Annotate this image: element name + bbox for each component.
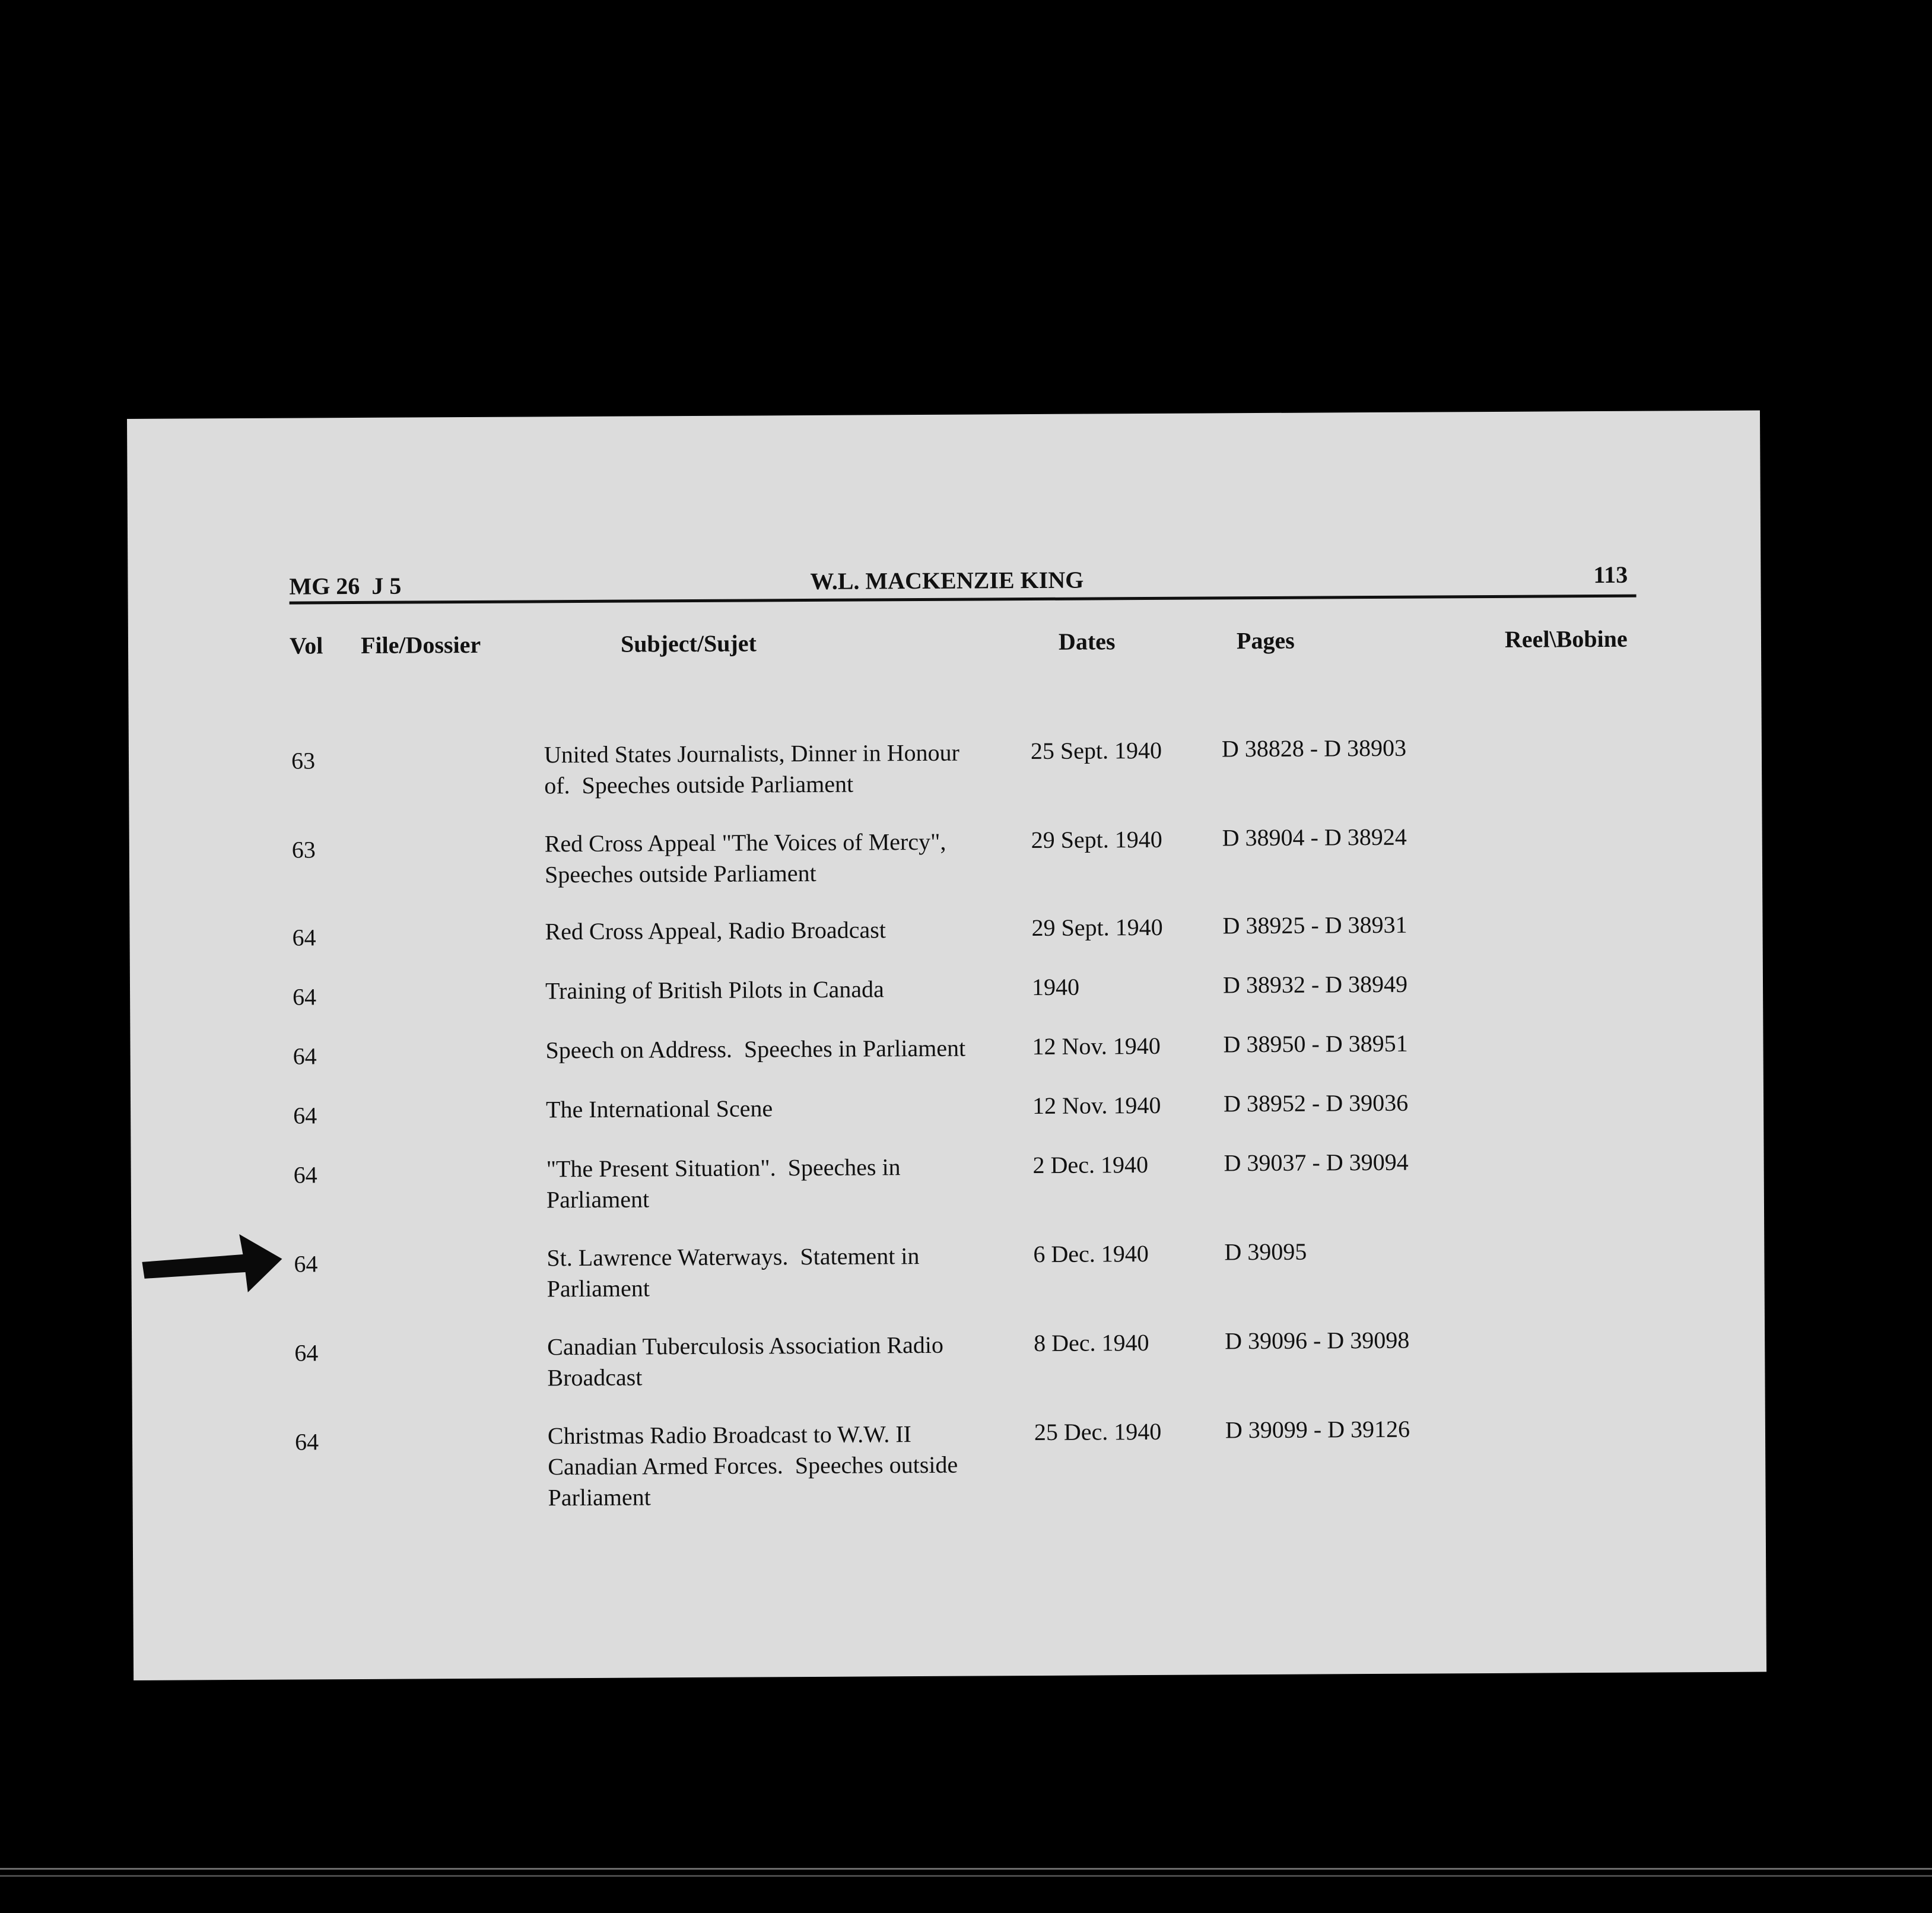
row-pages: D 39037 - D 39094 bbox=[1224, 1148, 1409, 1177]
row-pages: D 38932 - D 38949 bbox=[1222, 970, 1408, 999]
document-page bbox=[127, 411, 1766, 1680]
row-subject-line: Red Cross Appeal, Radio Broadcast bbox=[545, 916, 886, 945]
row-vol: 64 bbox=[292, 924, 316, 951]
column-header-subject: Subject/Sujet bbox=[620, 630, 757, 657]
row-subject-line: Training of British Pilots in Canada bbox=[545, 975, 884, 1005]
arrow-right-icon bbox=[142, 1234, 285, 1294]
row-vol: 64 bbox=[294, 1428, 319, 1456]
row-date: 6 Dec. 1940 bbox=[1033, 1240, 1149, 1268]
film-edge-line bbox=[0, 1868, 1932, 1870]
row-vol: 63 bbox=[291, 747, 316, 774]
row-vol: 64 bbox=[293, 1161, 317, 1189]
row-vol: 64 bbox=[293, 1102, 317, 1129]
row-subject-line: Parliament bbox=[546, 1186, 650, 1213]
row-subject-line: Parliament bbox=[548, 1483, 651, 1511]
row-pages: D 38950 - D 38951 bbox=[1223, 1029, 1408, 1058]
row-date: 1940 bbox=[1031, 973, 1080, 1001]
column-header-reel: Reel\Bobine bbox=[1504, 625, 1628, 653]
row-pages: D 38952 - D 39036 bbox=[1223, 1089, 1409, 1117]
column-header-dates: Dates bbox=[1058, 628, 1116, 655]
row-subject-line: The International Scene bbox=[545, 1095, 773, 1123]
row-subject-line: Speeches outside Parliament bbox=[544, 859, 816, 888]
film-edge-line bbox=[0, 1875, 1932, 1877]
row-pages: D 39095 bbox=[1224, 1238, 1307, 1266]
row-pages: D 38828 - D 38903 bbox=[1221, 734, 1407, 762]
row-subject-line: St. Lawrence Waterways. Statement in bbox=[546, 1243, 920, 1272]
document-title: W.L. MACKENZIE KING bbox=[810, 566, 1084, 595]
row-date: 25 Dec. 1940 bbox=[1034, 1418, 1162, 1446]
row-subject-line: of. Speeches outside Parliament bbox=[544, 770, 854, 799]
row-vol: 64 bbox=[294, 1250, 318, 1278]
row-date: 29 Sept. 1940 bbox=[1031, 825, 1162, 854]
row-subject-line: Canadian Armed Forces. Speeches outside bbox=[548, 1451, 958, 1480]
column-header-pages: Pages bbox=[1236, 627, 1295, 654]
row-vol: 64 bbox=[294, 1339, 319, 1367]
row-vol: 63 bbox=[291, 836, 316, 863]
row-subject-line: Broadcast bbox=[547, 1364, 643, 1391]
page-number: 113 bbox=[1593, 561, 1628, 589]
row-date: 12 Nov. 1940 bbox=[1032, 1032, 1161, 1060]
row-subject-line: Parliament bbox=[546, 1275, 650, 1302]
row-subject-line: Canadian Tuberculosis Association Radio bbox=[547, 1331, 944, 1361]
row-vol: 64 bbox=[293, 1043, 317, 1070]
row-pages: D 38904 - D 38924 bbox=[1222, 823, 1407, 851]
row-date: 25 Sept. 1940 bbox=[1030, 736, 1162, 765]
row-subject-line: Christmas Radio Broadcast to W.W. II bbox=[547, 1421, 912, 1450]
row-vol: 64 bbox=[292, 983, 317, 1010]
row-pages: D 39099 - D 39126 bbox=[1225, 1415, 1410, 1444]
row-date: 12 Nov. 1940 bbox=[1032, 1091, 1161, 1120]
row-subject-line: Red Cross Appeal "The Voices of Mercy", bbox=[544, 828, 946, 857]
row-pages: D 39096 - D 39098 bbox=[1225, 1326, 1410, 1355]
row-subject-line: United States Journalists, Dinner in Honour bbox=[544, 739, 960, 768]
row-subject-line: "The Present Situation". Speeches in bbox=[546, 1153, 901, 1183]
row-subject-line: Speech on Address. Speeches in Parliament bbox=[545, 1034, 966, 1064]
row-date: 29 Sept. 1940 bbox=[1031, 913, 1163, 942]
row-date: 8 Dec. 1940 bbox=[1034, 1329, 1149, 1357]
column-header-vol: Vol bbox=[289, 632, 323, 659]
row-pages: D 38925 - D 38931 bbox=[1222, 911, 1407, 939]
row-date: 2 Dec. 1940 bbox=[1032, 1151, 1149, 1179]
collection-reference: MG 26 J 5 bbox=[289, 572, 402, 600]
column-header-file: File/Dossier bbox=[360, 631, 481, 659]
